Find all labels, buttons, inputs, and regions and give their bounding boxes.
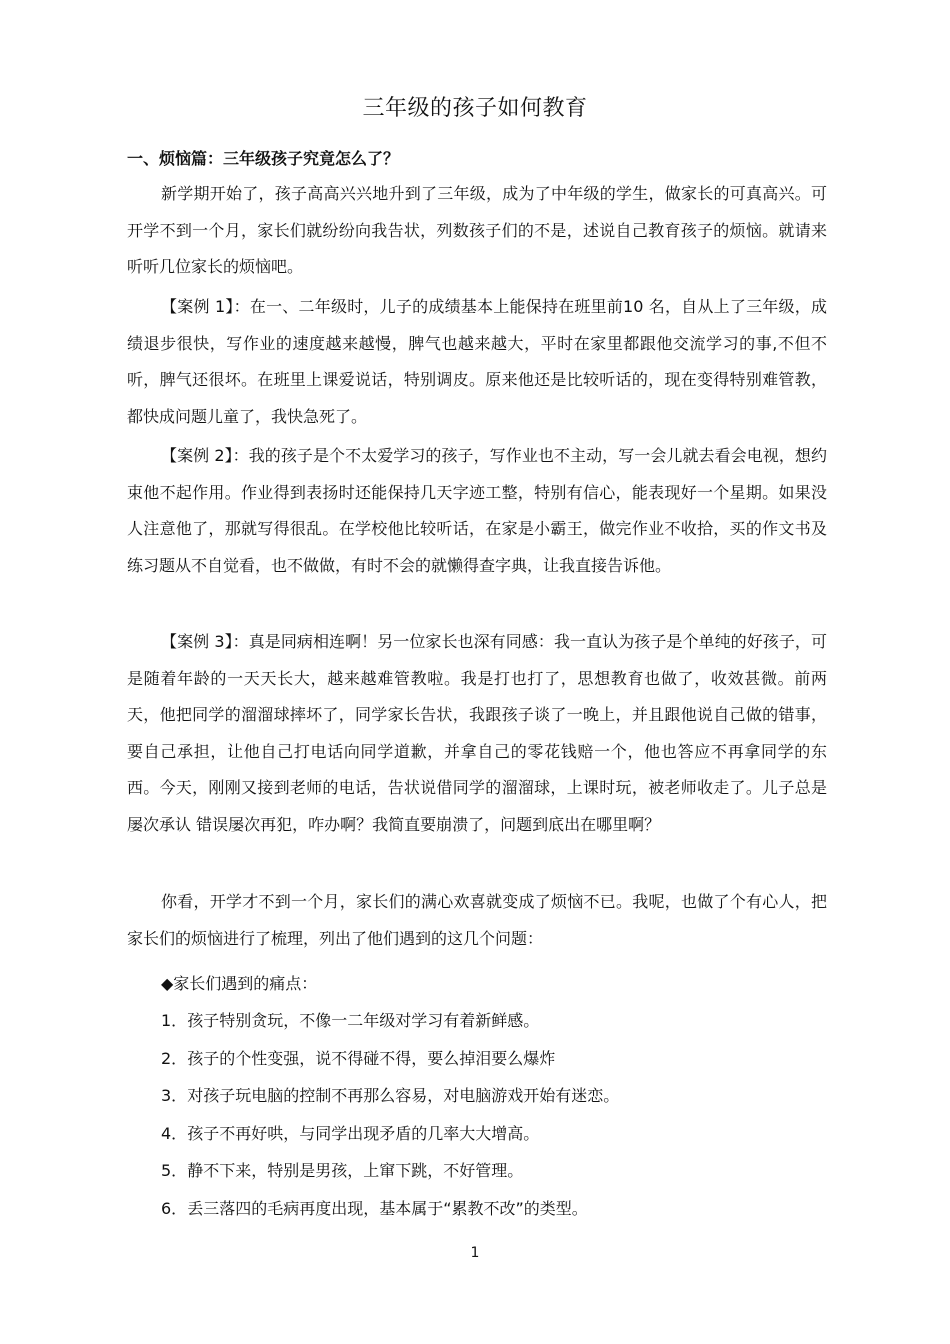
page-number: 1 [470, 1245, 480, 1261]
list-item-text: 孩子的个性变强，说不得碰不得，要么掉泪要么爆炸 [187, 1048, 556, 1068]
list-item [161, 1190, 619, 1228]
case-3-text: ：真是同病相连啊！另一位家长也深有同感：我一直认为孩子是个单纯的好孩子，可是随着年龄的一天天长大，越来越难管教啦。我是打也打了，思想教育也做了，收效甚微。前两天，他把同学的溜溜球摔坏了，同学家长告状，我跟孩子谈了一晚上，并且跟他说自己做的错事，要自己承担，让他自己打电话向同学道歉，并拿自己的零花钱赔一个，他也答应不再拿同学的东西。今天，刚刚又接到老师的电话，告状说借同学的溜溜球，上课时玩，被老师收走了。儿子总是屡次承认 错误屡次再犯，咋办啊？我简直要崩溃了，问题到底出在哪里啊？ [127, 632, 827, 834]
case-2-paragraph [127, 438, 827, 584]
list-item-number: 1． [161, 1011, 188, 1030]
list-item [161, 1077, 619, 1115]
case-3-paragraph [127, 624, 827, 843]
list-item-number: 4． [161, 1123, 188, 1143]
pain-points-heading: ◆家长们遇到的痛点： [161, 974, 318, 993]
list-item-text: 丢三落四的毛病再度出现，基本属于“累教不改”的类型。 [187, 1198, 588, 1218]
case-1-label: 【案例 1】 [161, 297, 234, 316]
list-item-text: 静不下来，特别是男孩，上窜下跳，不好管理。 [187, 1161, 524, 1181]
document-title: 三年级的孩子如何教育 [362, 96, 588, 121]
case-3-label: 【案例 3】 [161, 632, 233, 651]
section-heading: 一、烦恼篇：三年级孩子究竟怎么了？ [127, 149, 400, 168]
case-2-text: ：我的孩子是个不太爱学习的孩子，写作业也不主动，写一会儿就去看会电视，想约束他不起作用。作业得到表扬时还能保持几天字迹工整，特别有信心，能表现好一个星期。如果没人注意他了，那就写得很乱。在学校他比较听话，在家是小霸王，做完作业不收拾，买的作文书及练习题从不自觉看，也不做做，有时不会的就懒得查字典，让我直接告诉他。 [127, 446, 827, 575]
case-1-text: ：在一、二年级时，儿子的成绩基本上能保持在班里前10 名，自从上了三年级，成绩退步很快，写作业的速度越来越慢，脾气也越来越大，平时在家里都跟他交流学习的事,不但不听，脾气还很坏。在班里上课爱说话，特别调皮。原来他还是比较听话的，现在变得特别难管教，都快成问题儿童了，我快急死了。 [127, 297, 827, 426]
list-item-text: 孩子特别贪玩，不像一二年级对学习有着新鲜感。 [187, 1011, 540, 1030]
list-item-number: 6． [161, 1198, 188, 1218]
summary-paragraph: 你看，开学才不到一个月，家长们的满心欢喜就变成了烦恼不已。我呢，也做了个有心人，把家长们的烦恼进行了梳理，列出了他们遇到的这几个问题： [127, 892, 827, 948]
list-item [161, 1115, 619, 1153]
list-item [161, 1152, 619, 1190]
list-item-text: 孩子不再好哄，与同学出现矛盾的几率大大增高。 [187, 1123, 540, 1143]
pain-points-list [161, 1002, 619, 1228]
list-item-number: 3． [161, 1086, 188, 1106]
list-item-number: 2． [161, 1048, 188, 1068]
list-item [161, 1002, 619, 1040]
list-item [161, 1040, 619, 1078]
case-1-paragraph [127, 289, 827, 435]
list-item-number: 5． [161, 1161, 188, 1181]
intro-paragraph: 新学期开始了，孩子高高兴兴地升到了三年级，成为了中年级的学生，做家长的可真高兴。可开学不到一个月，家长们就纷纷向我告状，列数孩子们的不是，述说自己教育孩子的烦恼。就请来听听几位家长的烦恼吧。 [127, 184, 827, 276]
list-item-text: 对孩子玩电脑的控制不再那么容易，对电脑游戏开始有迷恋。 [187, 1086, 620, 1106]
case-2-label: 【案例 2】 [161, 446, 233, 465]
